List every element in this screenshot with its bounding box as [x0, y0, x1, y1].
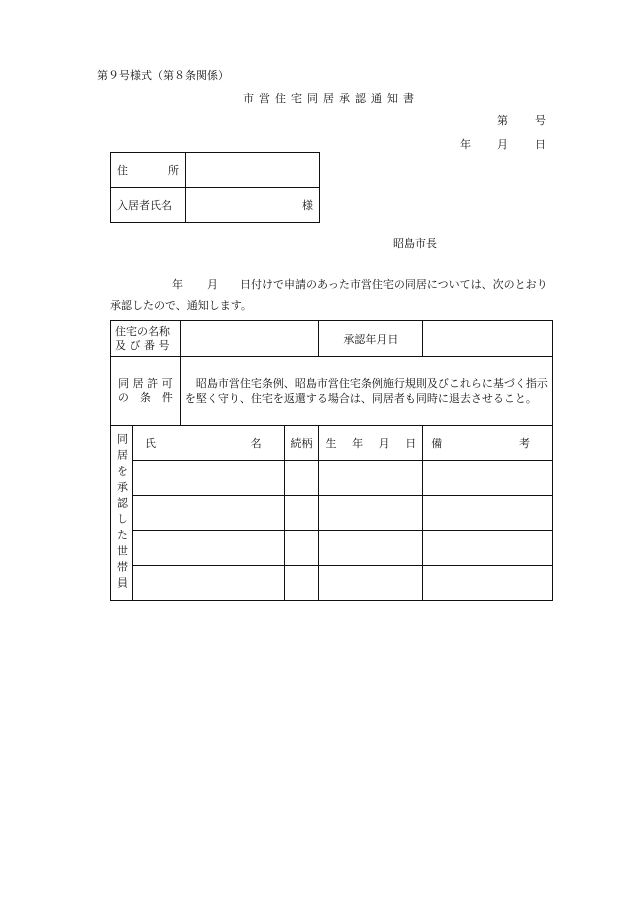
member-birthdate-cell[interactable] — [319, 496, 423, 531]
member-remarks-cell[interactable] — [423, 461, 553, 496]
col-name-char-1: 氏 — [144, 437, 156, 450]
col-birth-char-2: 年 — [352, 437, 364, 450]
member-relation-cell[interactable] — [284, 531, 319, 566]
table-row — [111, 461, 553, 496]
body-month: 月 — [207, 278, 218, 291]
body-text-line1: 日付けで申請のあった市営住宅の同居については、次のとおり — [240, 278, 548, 291]
recipient-table — [110, 152, 320, 223]
member-birthdate-cell[interactable] — [319, 531, 423, 566]
member-relation-cell[interactable] — [284, 566, 319, 601]
col-header-birthdate — [319, 426, 423, 461]
table-row — [111, 496, 553, 531]
address-label-char-1: 住 — [117, 164, 128, 177]
col-header-remarks — [423, 426, 553, 461]
col-header-relation: 続柄 — [284, 426, 319, 461]
conditions-text: 昭島市営住宅条例、昭島市営住宅条例施行規則及びこれらに基づく指示を堅く守り、住宅を返還する場合は、同居者も同時に退去させること。 — [180, 357, 552, 426]
member-name-cell[interactable] — [132, 566, 284, 601]
address-label-char-2: 所 — [168, 164, 179, 177]
col-name-char-2: 名 — [250, 437, 262, 450]
housing-name-label-line1: 住宅の名称 — [115, 324, 170, 338]
member-birthdate-cell[interactable] — [319, 461, 423, 496]
form-number-label: 第９号様式（第８条関係） — [97, 69, 229, 82]
member-remarks-cell[interactable] — [423, 531, 553, 566]
member-relation-cell[interactable] — [284, 496, 319, 531]
col-header-name — [132, 426, 284, 461]
conditions-label-line1: 同 居 許 可 — [118, 377, 173, 390]
conditions-label-line2: の 条 件 — [117, 391, 173, 404]
approval-date-field[interactable] — [423, 321, 553, 357]
resident-row — [111, 188, 320, 223]
member-name-cell[interactable] — [132, 461, 284, 496]
resident-name-label: 入居者氏名 — [111, 188, 186, 223]
member-birthdate-cell[interactable] — [319, 566, 423, 601]
address-label — [111, 153, 186, 188]
col-birth-char-4: 日 — [405, 437, 417, 450]
honorific: 様 — [302, 199, 313, 212]
issuer-name: 昭島市長 — [393, 237, 437, 250]
housing-name-label-line2: 及 び 番 号 — [115, 338, 170, 352]
conditions-label — [111, 357, 181, 426]
table-row — [111, 531, 553, 566]
address-row — [111, 153, 320, 188]
doc-number-suffix: 号 — [535, 114, 546, 127]
col-birth-char-3: 月 — [378, 437, 390, 450]
document-title: 市営住宅同居承認通知書 — [243, 92, 419, 105]
approval-table — [110, 320, 553, 601]
member-remarks-cell[interactable] — [423, 496, 553, 531]
doc-number-prefix: 第 — [497, 114, 508, 127]
member-remarks-cell[interactable] — [423, 566, 553, 601]
date-year: 年 — [460, 138, 471, 151]
member-relation-cell[interactable] — [284, 461, 319, 496]
resident-name-field[interactable] — [186, 188, 320, 223]
conditions-row — [111, 357, 553, 426]
date-day: 日 — [535, 138, 546, 151]
approval-date-label: 承認年月日 — [319, 321, 423, 357]
housing-row — [111, 321, 553, 357]
household-header-row — [111, 426, 553, 461]
col-birth-char-1: 生 — [325, 437, 337, 450]
member-name-cell[interactable] — [132, 531, 284, 566]
body-year: 年 — [172, 278, 183, 291]
col-remarks-char-1: 備 — [431, 437, 443, 450]
address-field[interactable] — [186, 153, 320, 188]
housing-name-label — [111, 321, 181, 357]
housing-name-field[interactable] — [180, 321, 319, 357]
body-text-line2: 承認したので、通知します。 — [110, 299, 252, 312]
date-month: 月 — [497, 138, 508, 151]
col-remarks-char-2: 考 — [519, 437, 530, 450]
table-row — [111, 566, 553, 601]
member-name-cell[interactable] — [132, 496, 284, 531]
household-vertical-label: 同居を承認した世帯員 — [111, 426, 133, 601]
